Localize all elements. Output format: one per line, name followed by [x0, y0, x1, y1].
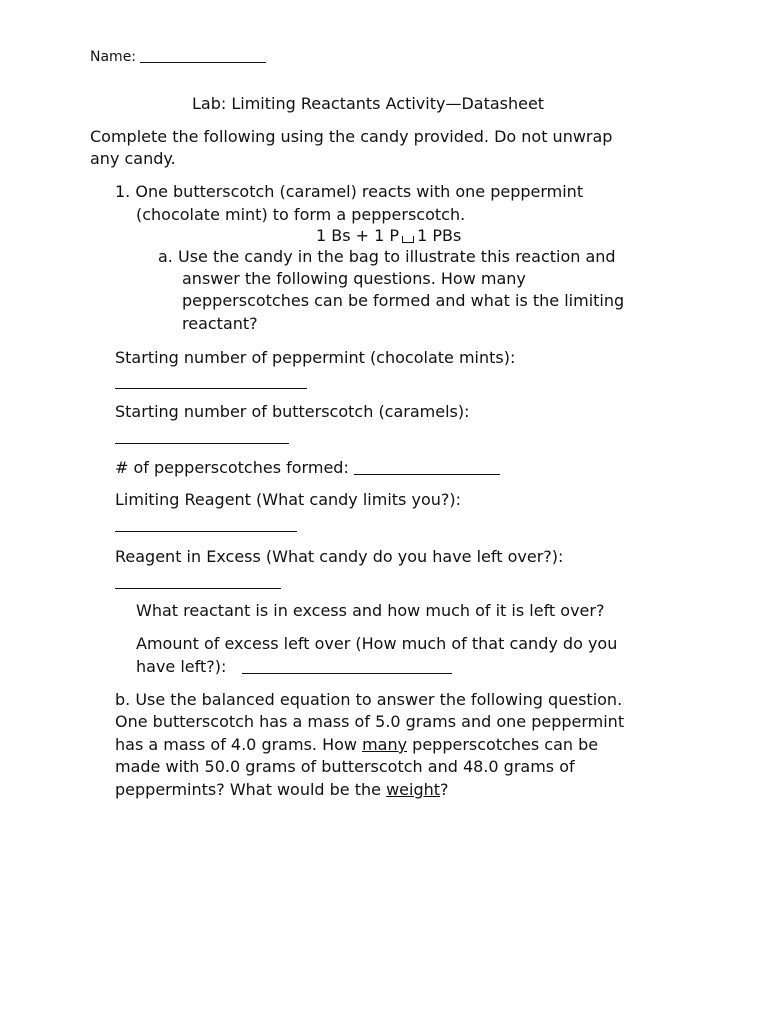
butterscotch-blank-line — [115, 427, 289, 447]
q1a-line-3: pepperscotches can be formed and what is the limiting — [182, 291, 625, 310]
equation-reactants: 1 Bs + 1 P — [316, 226, 400, 245]
amount-label: have left?): — [136, 657, 227, 676]
qb-line-2: One butterscotch has a mass of 5.0 grams and one peppermint — [115, 712, 625, 731]
q1a-line-4: reactant? — [182, 314, 258, 333]
excess-blank-line — [115, 572, 281, 592]
equation-product: 1 PBs — [417, 226, 462, 245]
qb-line-5-start: peppermints? What would be the — [115, 780, 387, 799]
intro-line-2: any candy. — [90, 149, 176, 168]
underlined-weight: weight — [386, 780, 441, 799]
underlined-many: many — [362, 735, 408, 754]
formed-blank[interactable] — [354, 460, 500, 475]
what-excess-question: What reactant is in excess and how much of it is left over? — [136, 601, 605, 620]
excess-label: Reagent in Excess (What candy do you have left over?): — [115, 547, 564, 566]
qb-line-3-start: has a mass of 4.0 grams. How — [115, 735, 363, 754]
intro-line-1: Complete the following using the candy provided. Do not unwrap — [90, 127, 613, 146]
page-title: Lab: Limiting Reactants Activity—Datasheet — [192, 94, 545, 113]
butterscotch-label: Starting number of butterscotch (caramels): — [115, 402, 470, 421]
qb-line-5 — [115, 780, 449, 800]
q1a-line-1: a. Use the candy in the bag to illustrate this reaction and — [158, 247, 616, 266]
qb-line-4: made with 50.0 grams of butterscotch and 48.0 grams of — [115, 757, 575, 776]
formed-line — [115, 458, 500, 478]
name-line — [90, 46, 266, 67]
peppermint-label: Starting number of peppermint (chocolate mints): — [115, 348, 516, 367]
amount-line-2 — [136, 657, 452, 677]
peppermint-blank[interactable] — [115, 374, 307, 389]
name-blank[interactable] — [140, 48, 266, 63]
qb-line-3 — [115, 735, 598, 755]
amount-blank[interactable] — [242, 659, 452, 674]
qb-line-5-end: ? — [440, 780, 449, 799]
reaction-equation — [316, 226, 461, 246]
q1-line-1: 1. One butterscotch (caramel) reacts with one peppermint — [115, 182, 584, 201]
qb-line-1: b. Use the balanced equation to answer the following question. — [115, 690, 623, 709]
q1-line-2: (chocolate mint) to form a pepperscotch. — [136, 205, 466, 224]
peppermint-blank-line — [115, 372, 307, 392]
limiting-label: Limiting Reagent (What candy limits you?): — [115, 490, 461, 509]
butterscotch-blank[interactable] — [115, 429, 289, 444]
excess-blank[interactable] — [115, 574, 281, 589]
amount-line-1: Amount of excess left over (How much of that candy do you — [136, 634, 618, 653]
q1a-line-2: answer the following questions. How many — [182, 269, 526, 288]
name-label: Name: — [90, 49, 141, 65]
qb-line-3-end: pepperscotches can be — [407, 735, 599, 754]
formed-label: # of pepperscotches formed: — [115, 458, 354, 477]
yields-arrow-icon — [402, 236, 414, 243]
limiting-blank-line — [115, 515, 297, 535]
limiting-blank[interactable] — [115, 517, 297, 532]
